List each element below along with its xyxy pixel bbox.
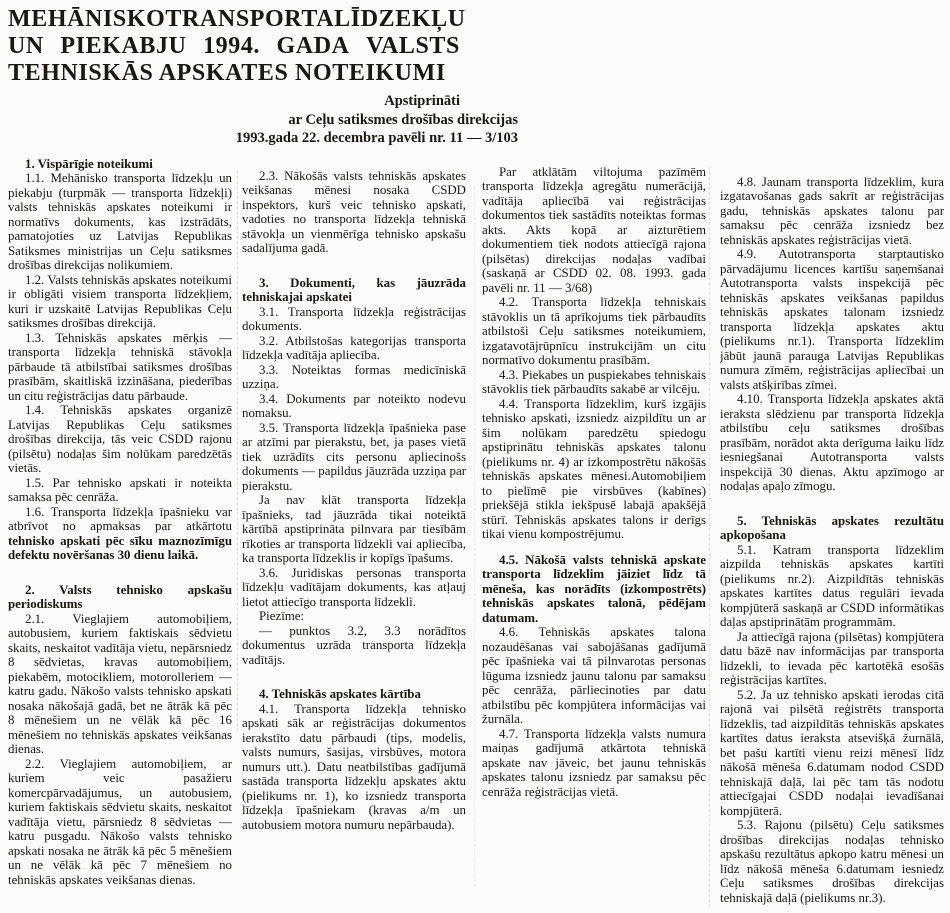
paragraph: 5.3. Rajonu (pilsētu) Ceļu satiksmes drošības direkcijas nodaļas tehnisko apskašu rezultātus apkopo katru mēnesi un līdz nākošā mēneša 6.datumam iesniedz Ceļu satiksmes drošības direkcijas tehniskajā daļā (pielikums nr.3).	[720, 818, 944, 905]
paragraph: — punktos 3.2, 3.3 norādītos dokumentus uzrāda transporta līdzekļa vadītājs.	[242, 623, 466, 667]
approval-line: ar Ceļu satiksmes drošības direkcijas	[288, 111, 518, 128]
paragraph: 1.4. Tehniskās apskates organizē Latvijas Republikas Ceļu satiksmes drošības direkcija, tās veic CSDD rajonu (pilsētu) nodaļas šim nolūkam paredzētās vietās.	[8, 403, 232, 475]
emphasized-text: tehnisko apskati pēc sīku maznozīmīgu defektu novēršanas 30 dienu laikā.	[8, 533, 232, 562]
body-text: 1.6. Transporta līdzekļa īpašnieku var atbrīvot no apmaksas par atkārtotu	[8, 504, 232, 533]
approval-line: Apstiprināti	[384, 93, 460, 109]
paragraph: 2.1. Vieglajiem automobiļiem, autobusiem, kuriem faktiskais sēdvietu skaits, neskaitot vadītāja vietu, nepārsniedz 8 sēdvietas, kravas automobiļiem, piekabēm, motocikliem, motorolleriem — katru gadu. Nākošo valsts tehnisko apskati nosaka nākošajā gadā, bet ne ātrāk kā pēc 8 mēnešiem un ne vēlāk kā pēc 16 mēnešiem no tehniskās apskates veikšanas dienas.	[8, 611, 232, 756]
paragraph: 4.4. Transporta līdzeklim, kurš izgājis tehnisko apskati, izsniedz aizpildītu un ar šim nolūkam paredzētu spiedogu apstiprinātu tehniskās apskates talonu (pielikums nr. 4) ar izkompostrētu nākošās tehniskās apskates mēnesi.Automobiļiem to pielīmē pie virsbūves (kabīnes) priekšējā stikla iekšpusē labajā apakšējā stūrī. Tehniskās apskates talons ir derīgs tikai vienu kompostrējumu.	[482, 396, 706, 541]
section-heading: 5. Tehniskās apskates rezultātu apkopošana	[720, 513, 944, 542]
approval-line: 1993.gada 22. decembra pavēli nr. 11 — 3/103	[235, 130, 518, 146]
paragraph: 3.2. Atbilstošas kategorijas transporta līdzekļa vadītāja apliecība.	[242, 333, 466, 362]
title-word: VALSTS	[366, 33, 460, 59]
section-heading: 4. Tehniskās apskates kārtība	[259, 687, 421, 701]
paragraph: 4.5. Nākošā valsts tehniskā apskate transporta līdzeklim jāiziet līdz tā mēneša, kas norādīts (izkompostrēts) tehniskās apskates talonā, pēdējam datumam.	[482, 552, 706, 625]
paragraph: 4.3. Piekabes un puspiekabes tehniskais stāvoklis tiek pārbaudīts sakabē ar vilcēju.	[482, 367, 706, 396]
section-heading: 2. Valsts tehnisko apskašu periodiskums	[8, 582, 232, 611]
section-heading: 3. Dokumenti, kas jāuzrāda tehniskajai apskatei	[242, 275, 466, 304]
title-word: GADA	[276, 33, 350, 59]
paragraph: Ja nav klāt transporta līdzekļa īpašnieks, tad jāuzrāda tikai noteiktā kārtībā apstiprināta pilnvara par tiesībām rīkoties ar transporta līdzekli vai apliecība, ka transporta līdzeklis ir kopīgs īpašums.	[242, 493, 466, 565]
title-word: TRANSPORTA	[165, 6, 335, 32]
paragraph: 5.2. Ja uz tehnisko apskati ierodas citā rajonā vai pilsētā reģistrēts transporta līdzeklis, tad aizpildītās tehniskās apskates kartītes datus ieraksta atsevišķā žurnālā, bet pašu kartīti vienu reizi mēnesī līdz nākošā mēneša 6.datumam nodod CSDD tehniskajā daļā, lai pēc tam tās nodotu attiecīgajai CSDD nodaļai ievadīšanai kompjūterā.	[720, 687, 944, 818]
approval-block	[8, 92, 518, 148]
paragraph: 4.8. Jaunam transporta līdzeklim, kura izgatavošanas gads sakrīt ar reģistrācijas gadu, tehniskās apskates talonu par samaksu pēc cenrāža izsniedz bez tehniskās apskates reģistrācijas vietā.	[720, 174, 944, 247]
paragraph: 4.6. Tehniskās apskates talona nozaudēšanas vai sabojāšanas gadījumā pēc īpašnieka vai tā pilnvarotas personas lūguma izsniedz jaunu talonu par samaksu pēc cenrāža, pārliecinoties par datu atbilstību pēc kompjūtera informācijas vai žurnāla.	[482, 625, 706, 726]
paragraph: 3.3. Noteiktas formas medicīniskā uzziņa.	[242, 362, 466, 391]
title-line	[8, 6, 466, 33]
text-column	[482, 157, 706, 913]
text-column	[242, 157, 466, 913]
paragraph	[8, 505, 232, 563]
paragraph: 4.1. Transporta līdzekļa tehnisko apskati sāk ar reģistrācijas dokumentos ierakstīto datu pārbaudi (tips, modelis, valsts numurs, šasijas, virsbūves, motora numurs utt.). Datu neatbilstības gadījumā sastāda transporta līdzekļu apskates aktu (pielikums nr. 1), ko izsniedz transporta līdzekļa īpašniekam (kravas a/m un autobusiem motora numuru nepārbauda).	[242, 701, 466, 832]
column-divider	[709, 167, 710, 907]
title-word: MEHĀNISKO	[8, 6, 166, 32]
text-columns	[8, 157, 944, 913]
paragraph: 4.2. Transporta līdzekļa tehniskais stāvoklis un tā aprīkojums tiek pārbaudīts atbilstoši Ceļu satiksmes noteikumiem, izgatavotājrūpnīcu instrukcijām un citu normatīvo dokumentu prasībām.	[482, 295, 706, 367]
title-word: LĪDZEKĻU	[334, 6, 466, 32]
paragraph: Ja attiecīgā rajona (pilsētas) kompjūtera datu bāzē nav informācijas par transporta līdzekli, to ievada pēc kartotēkā esošās reģistrācijas kartītes.	[720, 629, 944, 687]
document-title	[8, 6, 466, 87]
paragraph: 4.9. Autotransporta starptautisko pārvadājumu licences kartīšu saņemšanai Autotransporta valsts inspekcijā pēc tehniskās apskates veikšanas papildus tehniskās apskates talonam izsniedz transporta līdzekļa apskates aktu (pielikums nr.1). Transporta līdzeklim jābūt jaunā parauga Latvijas Republikas numura zīmēm, reģistrācijas apliecībai un valsts atšķirības zīmei.	[720, 247, 944, 392]
paragraph: 1.2. Valsts tehniskās apskates noteikumi ir obligāti visiem transporta līdzekļiem, kuri ir uzskaitē Latvijas Republikas Ceļu satiksmes drošības direkcijā.	[8, 272, 232, 330]
paragraph: 2.2. Vieglajiem automobiļiem, ar kuriem veic pasažieru komercpārvadājumus, un autobusiem, kuriem faktiskais sēdvietu skaits, neskaitot vadītāja vietu, pārsniedz 8 sēdvietas — katru pusgadu. Nākošo valsts tehnisko apskati nosaka ne ātrāk kā pēc 5 mēnešiem un ne vēlāk kā pēc 7 mēnešiem no tehniskās apskates veikšanas dienas.	[8, 756, 232, 887]
title-word: 1994.	[203, 33, 261, 59]
title-word: PIEKABJU	[60, 33, 187, 59]
paragraph: Piezīme:	[259, 609, 305, 623]
paragraph: 4.10. Transporta līdzekļa apskates aktā ieraksta slēdzienu par transporta līdzekļa atbilstību ceļu satiksmes drošības prasībām, norādot akta derīguma laiku līdz iesniegšanai Autotransporta valsts inspekcijā 30 dienas. Aktu apzīmogo ar nodaļas apaļo zīmogu.	[720, 392, 944, 493]
paragraph: 1.5. Par tehnisko apskati ir noteikta samaksa pēc cenrāža.	[8, 475, 232, 504]
column-divider	[474, 187, 475, 887]
title-line: TEHNISKĀS APSKATES NOTEIKUMI	[8, 60, 446, 86]
text-column	[8, 157, 232, 913]
paragraph: 1.3. Tehniskās apskates mērķis — transporta līdzekļa tehniskā stāvokļa pārbaude tā atbilstībai satiksmes drošības prasībām, skaitliskā izzināšana, piederības un citu reģistrācijas datu pārbaude.	[8, 330, 232, 403]
paragraph: 5.1. Katram transporta līdzeklim aizpilda tehniskās apskates kartīti (pielikums nr.2). Aizpildītās tehniskās apskates kartītes datus regulāri ievada kompjūterā saskaņā ar CSDD informātikas daļas apstiprinātām programmām.	[720, 542, 944, 629]
paragraph: 4.7. Transporta līdzekļa valsts numura maiņas gadījumā atkārtota tehniskā apskate nav jāveic, bet jaunu tehniskās apskates talonu izsniedz par samaksu pēc cenrāža reģistrācijas vietā.	[482, 726, 706, 799]
paragraph: Par atklātām viltojuma pazīmēm transporta līdzekļa agregātu numerācijā, vadītāja apliecībā vai reģistrācijas dokumentos tiek sastādīts noteiktas formas akts. Akts kopā ar aizturētiem dokumentiem tiek nodots attiecīgā rajona (pilsētas) direkcijas nodaļas vadībai (saskaņā ar CSDD 02. 08. 1993. gada pavēli nr. 11 — 3/68)	[482, 164, 706, 295]
text-column	[720, 157, 944, 913]
paragraph: 1.1. Mehānisko transporta līdzekļu un piekabju (turpmāk — transporta līdzekļi) valsts tehniskās apskates noteikumi ir normatīvs dokuments, kas izstrādāts, pamatojoties uz Latvijas Republikas Satiksmes ministrijas un Ceļu satiksmes drošības direkcijas nolikumiem.	[8, 171, 232, 272]
paragraph: 3.5. Transporta līdzekļa īpašnieka pase ar atzīmi par pierakstu, bet, ja pases vietā tiek uzrādīts cits personu apliecinošs dokuments — papildus jāuzrāda uzziņa par pierakstu.	[242, 420, 466, 493]
title-word: UN	[8, 33, 44, 59]
paragraph: 3.1. Transporta līdzekļa reģistrācijas dokuments.	[242, 304, 466, 333]
title-line	[8, 33, 460, 60]
paragraph: 3.4. Dokuments par noteikto nodevu nomaksu.	[242, 391, 466, 420]
paragraph: 3.6. Juridiskas personas transporta līdzekļu vadītājam dokuments, kas atļauj lietot attiecīgo transporta līdzekli.	[242, 565, 466, 609]
section-heading: 1. Vispārīgie noteikumi	[25, 156, 153, 171]
column-divider	[237, 171, 238, 731]
paragraph: 2.3. Nākošās valsts tehniskās apskates veikšanas mēnesi nosaka CSDD inspektors, kurš veic tehnisko apskati, vadoties no transporta līdzekļa tehniskā stāvokļa un vienmērīga tehnisko apskašu sadalījuma gadā.	[242, 168, 466, 255]
